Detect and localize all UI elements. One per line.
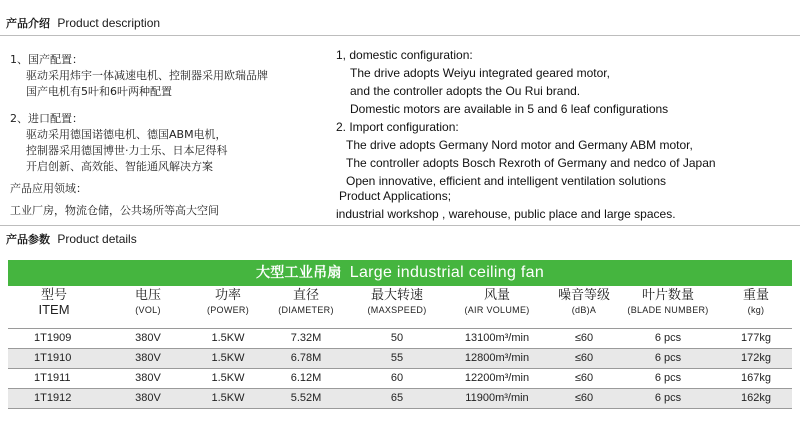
col-header-weight: 重量 (kg) [742, 288, 769, 315]
cell-power: 1.5KW [196, 388, 260, 408]
product-description-heading [6, 15, 160, 31]
col-header-voltage: 电压 (VOL) [134, 288, 161, 315]
cell-air-volume: 12800m³/min [442, 348, 552, 368]
divider [0, 225, 800, 226]
cn-import-config [10, 111, 228, 175]
en-line: 1, domestic configuration: [336, 48, 473, 62]
cell-blade-number: 6 pcs [616, 388, 720, 408]
col-header-diameter: 直径 (DIAMETER) [278, 288, 334, 315]
heading-cn: 产品参数 [6, 233, 50, 246]
table-title-cn: 大型工业吊扇 [255, 265, 342, 281]
cn-application-label [10, 181, 87, 197]
col-header-power: 功率 (POWER) [206, 288, 250, 315]
cn-description [10, 52, 268, 100]
cell-weight: 177kg [720, 328, 792, 348]
en-line: The drive adopts Germany Nord motor and Germany ABM motor, [346, 138, 693, 152]
cell-item: 1T1912 [8, 388, 100, 408]
table-row [8, 388, 792, 408]
cell-item: 1T1911 [8, 368, 100, 388]
cell-weight: 162kg [720, 388, 792, 408]
cell-voltage: 380V [100, 388, 196, 408]
en-line: The drive adopts Weiyu integrated geared motor, [350, 66, 610, 80]
cell-voltage: 380V [100, 328, 196, 348]
cn-line: 1、国产配置： [10, 53, 83, 66]
heading-en: Product details [57, 232, 137, 246]
cn-application [10, 203, 219, 219]
cell-blade-number: 6 pcs [616, 328, 720, 348]
cell-item: 1T1909 [8, 328, 100, 348]
col-header-blade-number: 叶片数量 (BLADE NUMBER) [627, 288, 709, 315]
cn-line: 工业厂房，物流仓储，公共场所等高大空间 [10, 204, 219, 217]
table-title-en: Large industrial ceiling fan [349, 264, 545, 281]
cn-line: 国产电机有5叶和6叶两种配置 [26, 85, 172, 98]
heading-cn: 产品介绍 [6, 17, 50, 30]
cell-maxspeed: 65 [352, 388, 442, 408]
cell-diameter: 5.52M [260, 388, 352, 408]
cn-line: 驱动采用炜宇一体减速电机、控制器采用欧瑞品牌 [26, 69, 268, 82]
en-line: and the controller adopts the Ou Rui brand. [350, 84, 581, 98]
col-header-noise: 噪音等级 (dB)A [557, 288, 610, 315]
cell-noise: ≤60 [552, 388, 616, 408]
cell-diameter: 6.12M [260, 368, 352, 388]
en-line: The controller adopts Bosch Rexroth of Germany and nedco of Japan [346, 156, 716, 170]
cell-air-volume: 13100m³/min [442, 328, 552, 348]
cn-line: 控制器采用德国博世·力士乐、日本尼得科 [26, 144, 228, 157]
cell-item: 1T1910 [8, 348, 100, 368]
cell-air-volume: 12200m³/min [442, 368, 552, 388]
product-details-heading [6, 231, 137, 247]
en-description [336, 46, 716, 190]
col-header-maxspeed: 最大转速 (MAXSPEED) [367, 288, 427, 315]
col-header-item: 型号 ITEM [38, 288, 70, 317]
cell-diameter: 6.78M [260, 348, 352, 368]
col-header-air-volume: 风量 (AIR VOLUME) [464, 288, 530, 315]
cell-maxspeed: 55 [352, 348, 442, 368]
cn-line: 驱动采用德国诺德电机、德国ABM电机， [26, 128, 227, 141]
en-line: Domestic motors are available in 5 and 6 leaf configurations [350, 102, 669, 116]
cell-voltage: 380V [100, 368, 196, 388]
cell-diameter: 7.32M [260, 328, 352, 348]
cn-line: 产品应用领域： [10, 182, 87, 195]
cell-power: 1.5KW [196, 328, 260, 348]
heading-en: Product description [57, 16, 161, 30]
table-row [8, 328, 792, 348]
cell-noise: ≤60 [552, 368, 616, 388]
spec-table [8, 288, 792, 409]
en-line: 2. Import configuration: [336, 120, 459, 134]
cell-weight: 167kg [720, 368, 792, 388]
en-line: industrial workshop , warehouse, public place and large spaces. [336, 207, 676, 221]
table-row [8, 348, 792, 368]
table-title-banner [8, 260, 792, 286]
en-applications [336, 187, 676, 223]
en-line: Product Applications; [339, 189, 452, 203]
cell-blade-number: 6 pcs [616, 348, 720, 368]
cell-power: 1.5KW [196, 348, 260, 368]
cell-maxspeed: 50 [352, 328, 442, 348]
cell-maxspeed: 60 [352, 368, 442, 388]
cn-line: 2、进口配置： [10, 112, 83, 125]
divider [0, 35, 800, 36]
cn-line: 开启创新、高效能、智能通风解决方案 [26, 160, 213, 173]
en-line: Open innovative, efficient and intelligent ventilation solutions [346, 174, 666, 188]
cell-voltage: 380V [100, 348, 196, 368]
cell-noise: ≤60 [552, 328, 616, 348]
cell-power: 1.5KW [196, 368, 260, 388]
header-row [8, 288, 792, 328]
cell-noise: ≤60 [552, 348, 616, 368]
cell-air-volume: 11900m³/min [442, 388, 552, 408]
table-row [8, 368, 792, 388]
cell-weight: 172kg [720, 348, 792, 368]
cell-blade-number: 6 pcs [616, 368, 720, 388]
